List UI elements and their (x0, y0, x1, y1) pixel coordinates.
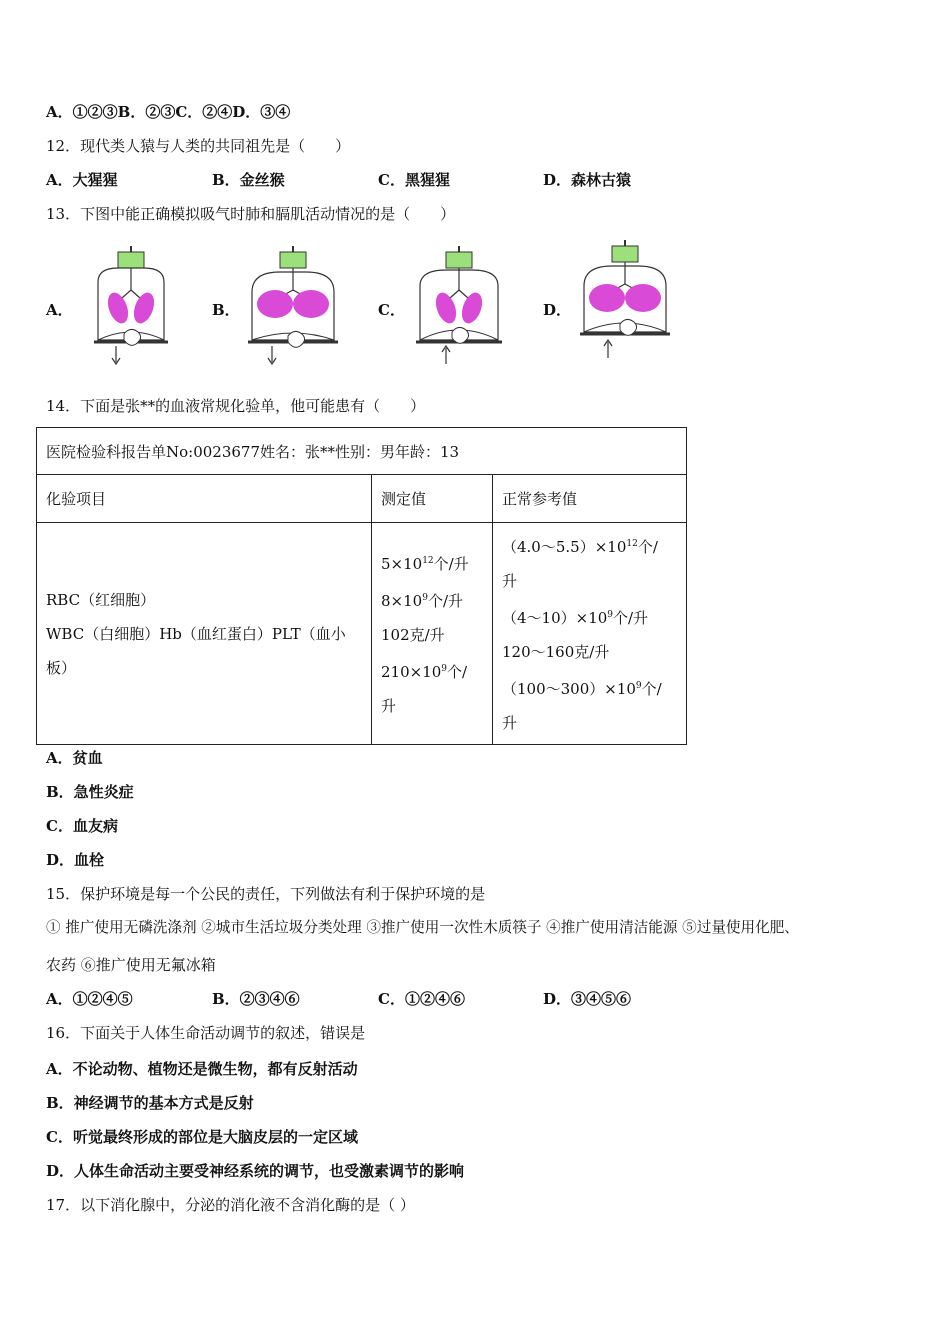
item-line-1: RBC（红细胞） (46, 590, 156, 609)
q16-option-d: D．人体生命活动主要受神经系统的调节，也受激素调节的影响 (46, 1162, 465, 1180)
q15-option-b: B．②③④⑥ (212, 990, 300, 1008)
q13-label-d: D． (543, 301, 572, 319)
lung-model-a-diagram (78, 242, 198, 372)
q15-option-c: C．①②④⑥ (378, 990, 465, 1008)
ref-plt-unit-cont: 升 (502, 714, 518, 732)
lung-model-b-diagram (240, 242, 360, 372)
item-line-3: 板） (46, 658, 77, 677)
q16-option-b: B．神经调节的基本方式是反射 (46, 1094, 254, 1112)
column-header-item: 化验项目 (37, 475, 372, 523)
ref-rbc: $(4.0\sim 5.5)\times 10^{12}$个/ (502, 538, 658, 556)
lung-model-c-diagram (406, 242, 526, 372)
reference-values-cell (493, 523, 687, 745)
q15-stem: 15．保护环境是每一个公民的责任，下列做法有利于保护环境的是 (46, 885, 486, 903)
value-rbc: $5\times 10^{12}$个/升 (381, 555, 469, 573)
value-hb: 102克/升 (381, 626, 445, 644)
value-wbc: $8\times 10^9$个/升 (381, 592, 463, 610)
q14-option-b: B．急性炎症 (46, 783, 134, 801)
lung-model-d-diagram (572, 236, 692, 366)
q14-option-a: A．贫血 (46, 749, 103, 767)
blood-test-report-table (36, 427, 687, 745)
q13-label-a: A． (46, 301, 73, 319)
q11-option-c: C．②④ (175, 103, 233, 121)
q16-option-c: C．听觉最终形成的部位是大脑皮层的一定区域 (46, 1128, 358, 1146)
q11-option-b: B．②③ (117, 103, 176, 121)
q15-option-a: A．①②④⑤ (46, 990, 133, 1008)
ref-hb: 120～160克/升 (502, 643, 610, 661)
q14-stem: 14．下面是张**的血液常规化验单，他可能患有（ ） (46, 397, 426, 415)
measured-values-cell (372, 523, 493, 745)
value-plt: $210\times 10^9$个/ (381, 663, 468, 681)
q12-option-d: D．森林古猿 (543, 171, 632, 189)
report-header: 医院检验科报告单No:0023677姓名：张**性别：男年龄：13 (37, 428, 687, 475)
q15-choices-line-1: ① 推广使用无磷洗涤剂 ②城市生活垃圾分类处理 ③推广使用一次性木质筷子 ④推广使用清洁能源 ⑤过量使用化肥、 (46, 919, 799, 936)
ref-wbc: $(4\sim 10)\times 10^9$个/升 (502, 609, 649, 627)
q15-choices-line-2: 农药 ⑥推广使用无氟冰箱 (46, 956, 216, 974)
column-header-reference: 正常参考值 (493, 475, 687, 523)
column-header-value: 测定值 (372, 475, 493, 523)
q16-stem: 16．下面关于人体生命活动调节的叙述，错误是 (46, 1024, 366, 1042)
q13-label-b: B． (212, 301, 240, 319)
q11-options (46, 102, 290, 122)
q11-option-d: D．③④ (232, 103, 291, 121)
q13-label-c: C． (378, 301, 405, 319)
ref-rbc-unit-cont: 升 (502, 572, 518, 590)
q17-stem: 17．以下消化腺中，分泌的消化液不含消化酶的是（ ） (46, 1196, 415, 1214)
q12-option-b: B．金丝猴 (212, 171, 285, 189)
q12-stem: 12．现代类人猿与人类的共同祖先是（ ） (46, 137, 351, 155)
q12-option-a: A．大猩猩 (46, 171, 118, 189)
item-line-2: WBC（白细胞）Hb（血红蛋白）PLT（血小 (46, 624, 346, 643)
q16-option-a: A．不论动物、植物还是微生物，都有反射活动 (46, 1060, 358, 1078)
value-plt-unit-cont: 升 (381, 697, 397, 715)
q12-option-c: C．黑猩猩 (378, 171, 450, 189)
test-items-cell (37, 523, 372, 745)
q14-option-c: C．血友病 (46, 817, 118, 835)
q14-option-d: D．血栓 (46, 851, 105, 869)
q13-stem: 13．下图中能正确模拟吸气时肺和膈肌活动情况的是（ ） (46, 205, 456, 223)
q15-option-d: D．③④⑤⑥ (543, 990, 632, 1008)
ref-plt: $(100\sim 300)\times 10^9$个/ (502, 680, 662, 698)
q11-option-a: A．①②③ (46, 103, 118, 121)
